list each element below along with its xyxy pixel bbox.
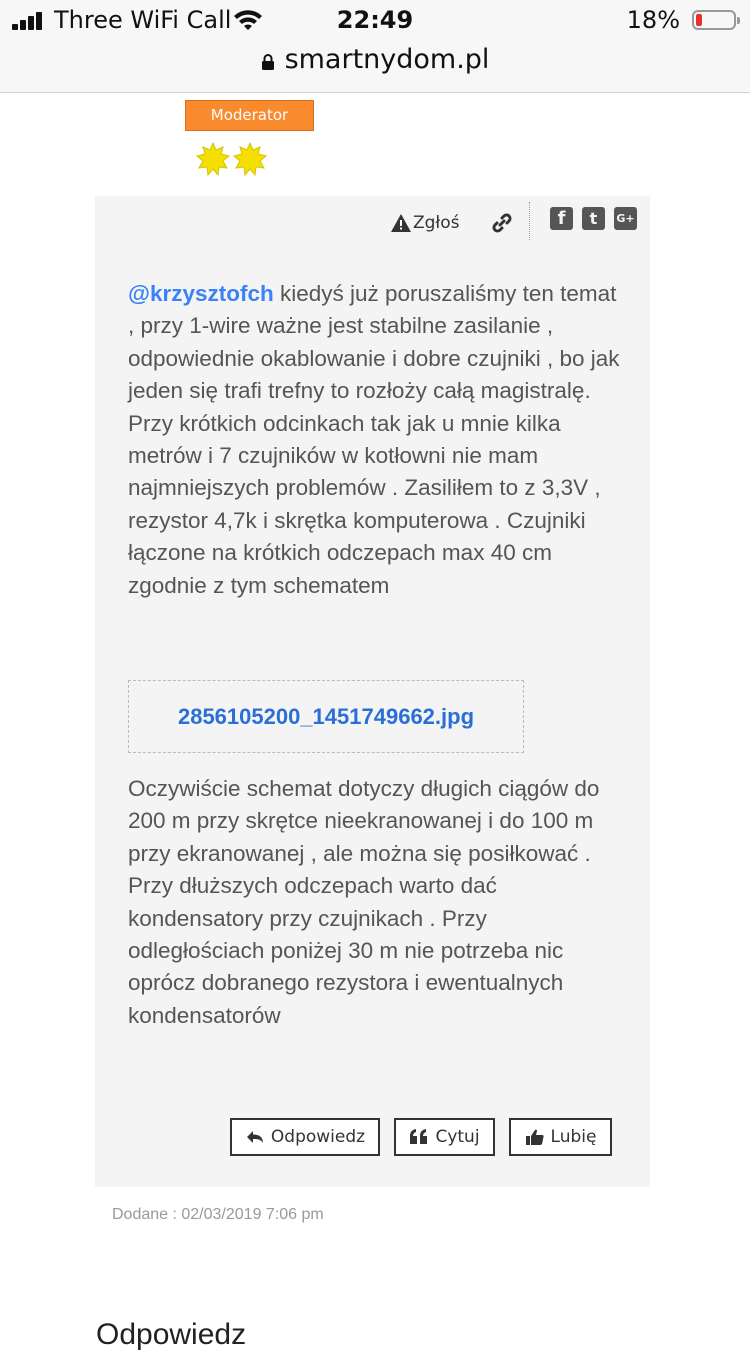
address-bar[interactable] — [0, 40, 750, 93]
clock: 22:49 — [336, 6, 414, 34]
quote-button[interactable] — [394, 1118, 495, 1156]
user-mention[interactable]: @krzysztofch — [128, 281, 274, 306]
twitter-icon[interactable]: t — [582, 207, 605, 230]
report-label: Zgłoś — [413, 213, 460, 233]
battery-icon — [692, 10, 736, 30]
section-heading: Odpowiedz — [96, 1318, 247, 1351]
role-badge: Moderator — [185, 100, 314, 131]
forum-post — [95, 196, 650, 1187]
url-domain[interactable]: smartnydom.pl — [284, 44, 490, 75]
reply-arrow-icon — [245, 1128, 265, 1146]
post-date: Dodane : 02/03/2019 7:06 pm — [112, 1206, 324, 1223]
link-icon[interactable] — [491, 212, 513, 234]
quote-label: Cytuj — [435, 1127, 480, 1147]
post-body-paragraph-2: Oczywiście schemat dotyczy długich ciągów do 200 m przy skrętce nieekranowanej i do 100 m przy ekranowanej , ale można się posiłkować . Przy dłuższych odczepach warto dać kondensatory przy czujnikach . Przy odległościach poniżej 30 m nie potrzeba nic oprócz dobranego rezystora i ewentualnych kondensatorów — [128, 776, 600, 1028]
status-bar — [0, 0, 750, 40]
rank-star-icon — [233, 142, 267, 176]
lock-icon — [261, 54, 275, 70]
toolbar-divider — [529, 202, 530, 240]
carrier-name: Three WiFi Call — [54, 6, 232, 34]
battery-percentage: 18% — [626, 6, 680, 34]
thumbs-up-icon — [525, 1128, 545, 1146]
reply-button[interactable] — [230, 1118, 380, 1156]
share-buttons — [550, 207, 637, 230]
post-body-paragraph-1 — [128, 278, 628, 602]
warning-icon — [391, 214, 411, 232]
report-link[interactable] — [391, 213, 460, 233]
post-text-1: kiedyś już poruszaliśmy ten temat , przy 1-wire ważne jest stabilne zasilanie , odpowiednie okablowanie i dobre czujniki , bo jak jeden się trafi trefny to rozłoży całą magistralę. Przy krótkich odcinkach tak jak u mnie kilka metrów i 7 czujników w kotłowni nie mam najmniejszych problemów . Zasiliłem to z 3,3V , rezystor 4,7k i skrętka komputerowa . Czujniki łączone na krótkich odczepach max 40 cm zgodnie z tym schematem — [128, 281, 620, 598]
google-plus-icon[interactable]: G+ — [614, 207, 637, 230]
battery-level — [696, 14, 702, 26]
attachment-box — [128, 680, 524, 753]
like-label: Lubię — [550, 1127, 597, 1147]
facebook-icon[interactable]: f — [550, 207, 573, 230]
post-toolbar — [95, 196, 650, 256]
reply-label: Odpowiedz — [270, 1127, 366, 1147]
quote-icon — [409, 1128, 429, 1146]
rank-star-icon — [196, 142, 230, 176]
post-actions — [230, 1118, 612, 1156]
attachment-link[interactable]: 2856105200_1451749662.jpg — [177, 703, 475, 729]
rank-stars — [196, 142, 267, 176]
like-button[interactable] — [509, 1118, 612, 1156]
